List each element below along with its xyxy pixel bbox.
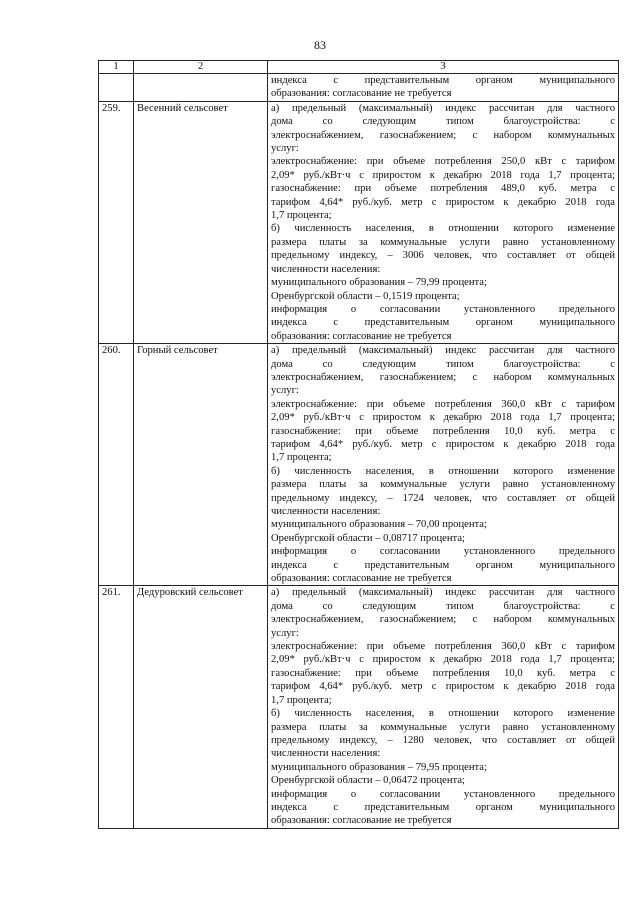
text-line: индекса с представительным органом муниципального bbox=[271, 317, 615, 329]
text-line: электроснабжение: при объеме потребления 250,0 кВт с тарифом bbox=[271, 156, 615, 168]
page-number: 83 bbox=[314, 38, 326, 52]
text-line: дома со следующим типом благоустройства: с bbox=[271, 600, 615, 612]
text-line: численности населения: bbox=[271, 263, 381, 275]
continuation-row bbox=[99, 74, 619, 102]
text-line: информация о согласовании установленного предельного bbox=[271, 788, 615, 800]
text-line: услуг: bbox=[271, 143, 299, 155]
row-description bbox=[268, 101, 619, 343]
text-line: индекса с представительным органом муниципального bbox=[271, 559, 615, 571]
text-line: предельному индексу, – 1280 человек, что составляет от общей bbox=[271, 734, 615, 746]
text-line: информация о согласовании установленного предельного bbox=[271, 303, 615, 315]
text-line: электроснабжением, газоснабжением; с набором коммунальных bbox=[271, 129, 615, 141]
table-header-row bbox=[99, 61, 619, 74]
text-line: б) численность населения, в отношении которого изменение bbox=[271, 223, 615, 235]
text-line: а) предельный (максимальный) индекс рассчитан для частного bbox=[271, 102, 615, 114]
table-row bbox=[99, 101, 619, 343]
text-line: электроснабжение: при объеме потребления 360,0 кВт с тарифом bbox=[271, 641, 615, 653]
document-table bbox=[98, 60, 619, 829]
text-line: газоснабжение: при объеме потребления 10,0 куб. метра с bbox=[271, 667, 615, 679]
text-line: дома со следующим типом благоустройства: с bbox=[271, 116, 615, 128]
text-line: муниципального образования – 79,95 процента; bbox=[271, 761, 487, 773]
text-line: дома со следующим типом благоустройства: с bbox=[271, 358, 615, 370]
text-line: а) предельный (максимальный) индекс рассчитан для частного bbox=[271, 587, 615, 599]
text-line: образования: согласование не требуется bbox=[271, 815, 452, 827]
row-number: 260. bbox=[99, 344, 134, 586]
text-line: образования: согласование не требуется bbox=[271, 88, 452, 100]
row-number: 259. bbox=[99, 101, 134, 343]
text-line: 1,7 процента; bbox=[271, 210, 332, 222]
text-line: электроснабжением, газоснабжением; с набором коммунальных bbox=[271, 614, 615, 626]
continuation-name-cell bbox=[134, 74, 268, 102]
text-line: б) численность населения, в отношении которого изменение bbox=[271, 708, 615, 720]
text-line: 1,7 процента; bbox=[271, 694, 332, 706]
text-line: предельному индексу, – 1724 человек, что составляет от общей bbox=[271, 492, 615, 504]
text-line: 1,7 процента; bbox=[271, 452, 332, 464]
municipality-name: Весенний сельсовет bbox=[134, 101, 268, 343]
continuation-num-cell bbox=[99, 74, 134, 102]
text-line: Оренбургской области – 0,1519 процента; bbox=[271, 290, 460, 302]
text-line: тарифом 4,64* руб./куб. метр с приростом к декабрю 2018 года bbox=[271, 438, 615, 450]
table-row bbox=[99, 344, 619, 586]
row-description bbox=[268, 586, 619, 828]
text-line: образования: согласование не требуется bbox=[271, 573, 452, 585]
text-line: предельному индексу, – 3006 человек, что составляет от общей bbox=[271, 250, 615, 262]
text-line: тарифом 4,64* руб./куб. метр с приростом к декабрю 2018 года bbox=[271, 196, 615, 208]
text-line: индекса с представительным органом муниципального bbox=[271, 801, 615, 813]
text-line: размера платы за коммунальные услуги равно установленному bbox=[271, 236, 615, 248]
text-line: электроснабжением, газоснабжением; с набором коммунальных bbox=[271, 371, 615, 383]
text-line: 2,09* руб./кВт·ч с приростом к декабрю 2018 года 1,7 процента; bbox=[271, 412, 615, 424]
municipality-name: Горный сельсовет bbox=[134, 344, 268, 586]
text-line: муниципального образования – 79,99 процента; bbox=[271, 277, 487, 289]
column-header-3: 3 bbox=[268, 61, 619, 74]
text-line: услуг: bbox=[271, 385, 299, 397]
text-line: б) численность населения, в отношении которого изменение bbox=[271, 465, 615, 477]
text-line: численности населения: bbox=[271, 506, 381, 517]
text-line: численности населения: bbox=[271, 748, 381, 760]
row-description bbox=[268, 344, 619, 586]
text-line: муниципального образования – 70,00 процента; bbox=[271, 519, 487, 531]
municipality-name: Дедуровский сельсовет bbox=[134, 586, 268, 828]
text-line: Оренбургской области – 0,08717 процента; bbox=[271, 532, 465, 544]
text-line: тарифом 4,64* руб./куб. метр с приростом к декабрю 2018 года bbox=[271, 681, 615, 693]
text-line: газоснабжение: при объеме потребления 10,0 куб. метра с bbox=[271, 425, 615, 437]
text-line: размера платы за коммунальные услуги равно установленному bbox=[271, 721, 615, 733]
continuation-text-cell bbox=[268, 74, 619, 102]
text-line: Оренбургской области – 0,06472 процента; bbox=[271, 775, 465, 787]
table-row bbox=[99, 586, 619, 828]
column-header-2: 2 bbox=[134, 61, 268, 74]
text-line: электроснабжение: при объеме потребления 360,0 кВт с тарифом bbox=[271, 398, 615, 410]
text-line: размера платы за коммунальные услуги равно установленному bbox=[271, 479, 615, 491]
text-line: газоснабжение: при объеме потребления 489,0 куб. метра с bbox=[271, 183, 615, 195]
text-line: информация о согласовании установленного предельного bbox=[271, 546, 615, 558]
text-line: образования: согласование не требуется bbox=[271, 330, 452, 342]
text-line: услуг: bbox=[271, 627, 299, 639]
text-line: 2,09* руб./кВт·ч с приростом к декабрю 2018 года 1,7 процента; bbox=[271, 169, 615, 181]
column-header-1: 1 bbox=[99, 61, 134, 74]
text-line: индекса с представительным органом муниципального bbox=[271, 75, 615, 86]
text-line: а) предельный (максимальный) индекс рассчитан для частного bbox=[271, 345, 615, 357]
row-number: 261. bbox=[99, 586, 134, 828]
text-line: 2,09* руб./кВт·ч с приростом к декабрю 2018 года 1,7 процента; bbox=[271, 654, 615, 666]
